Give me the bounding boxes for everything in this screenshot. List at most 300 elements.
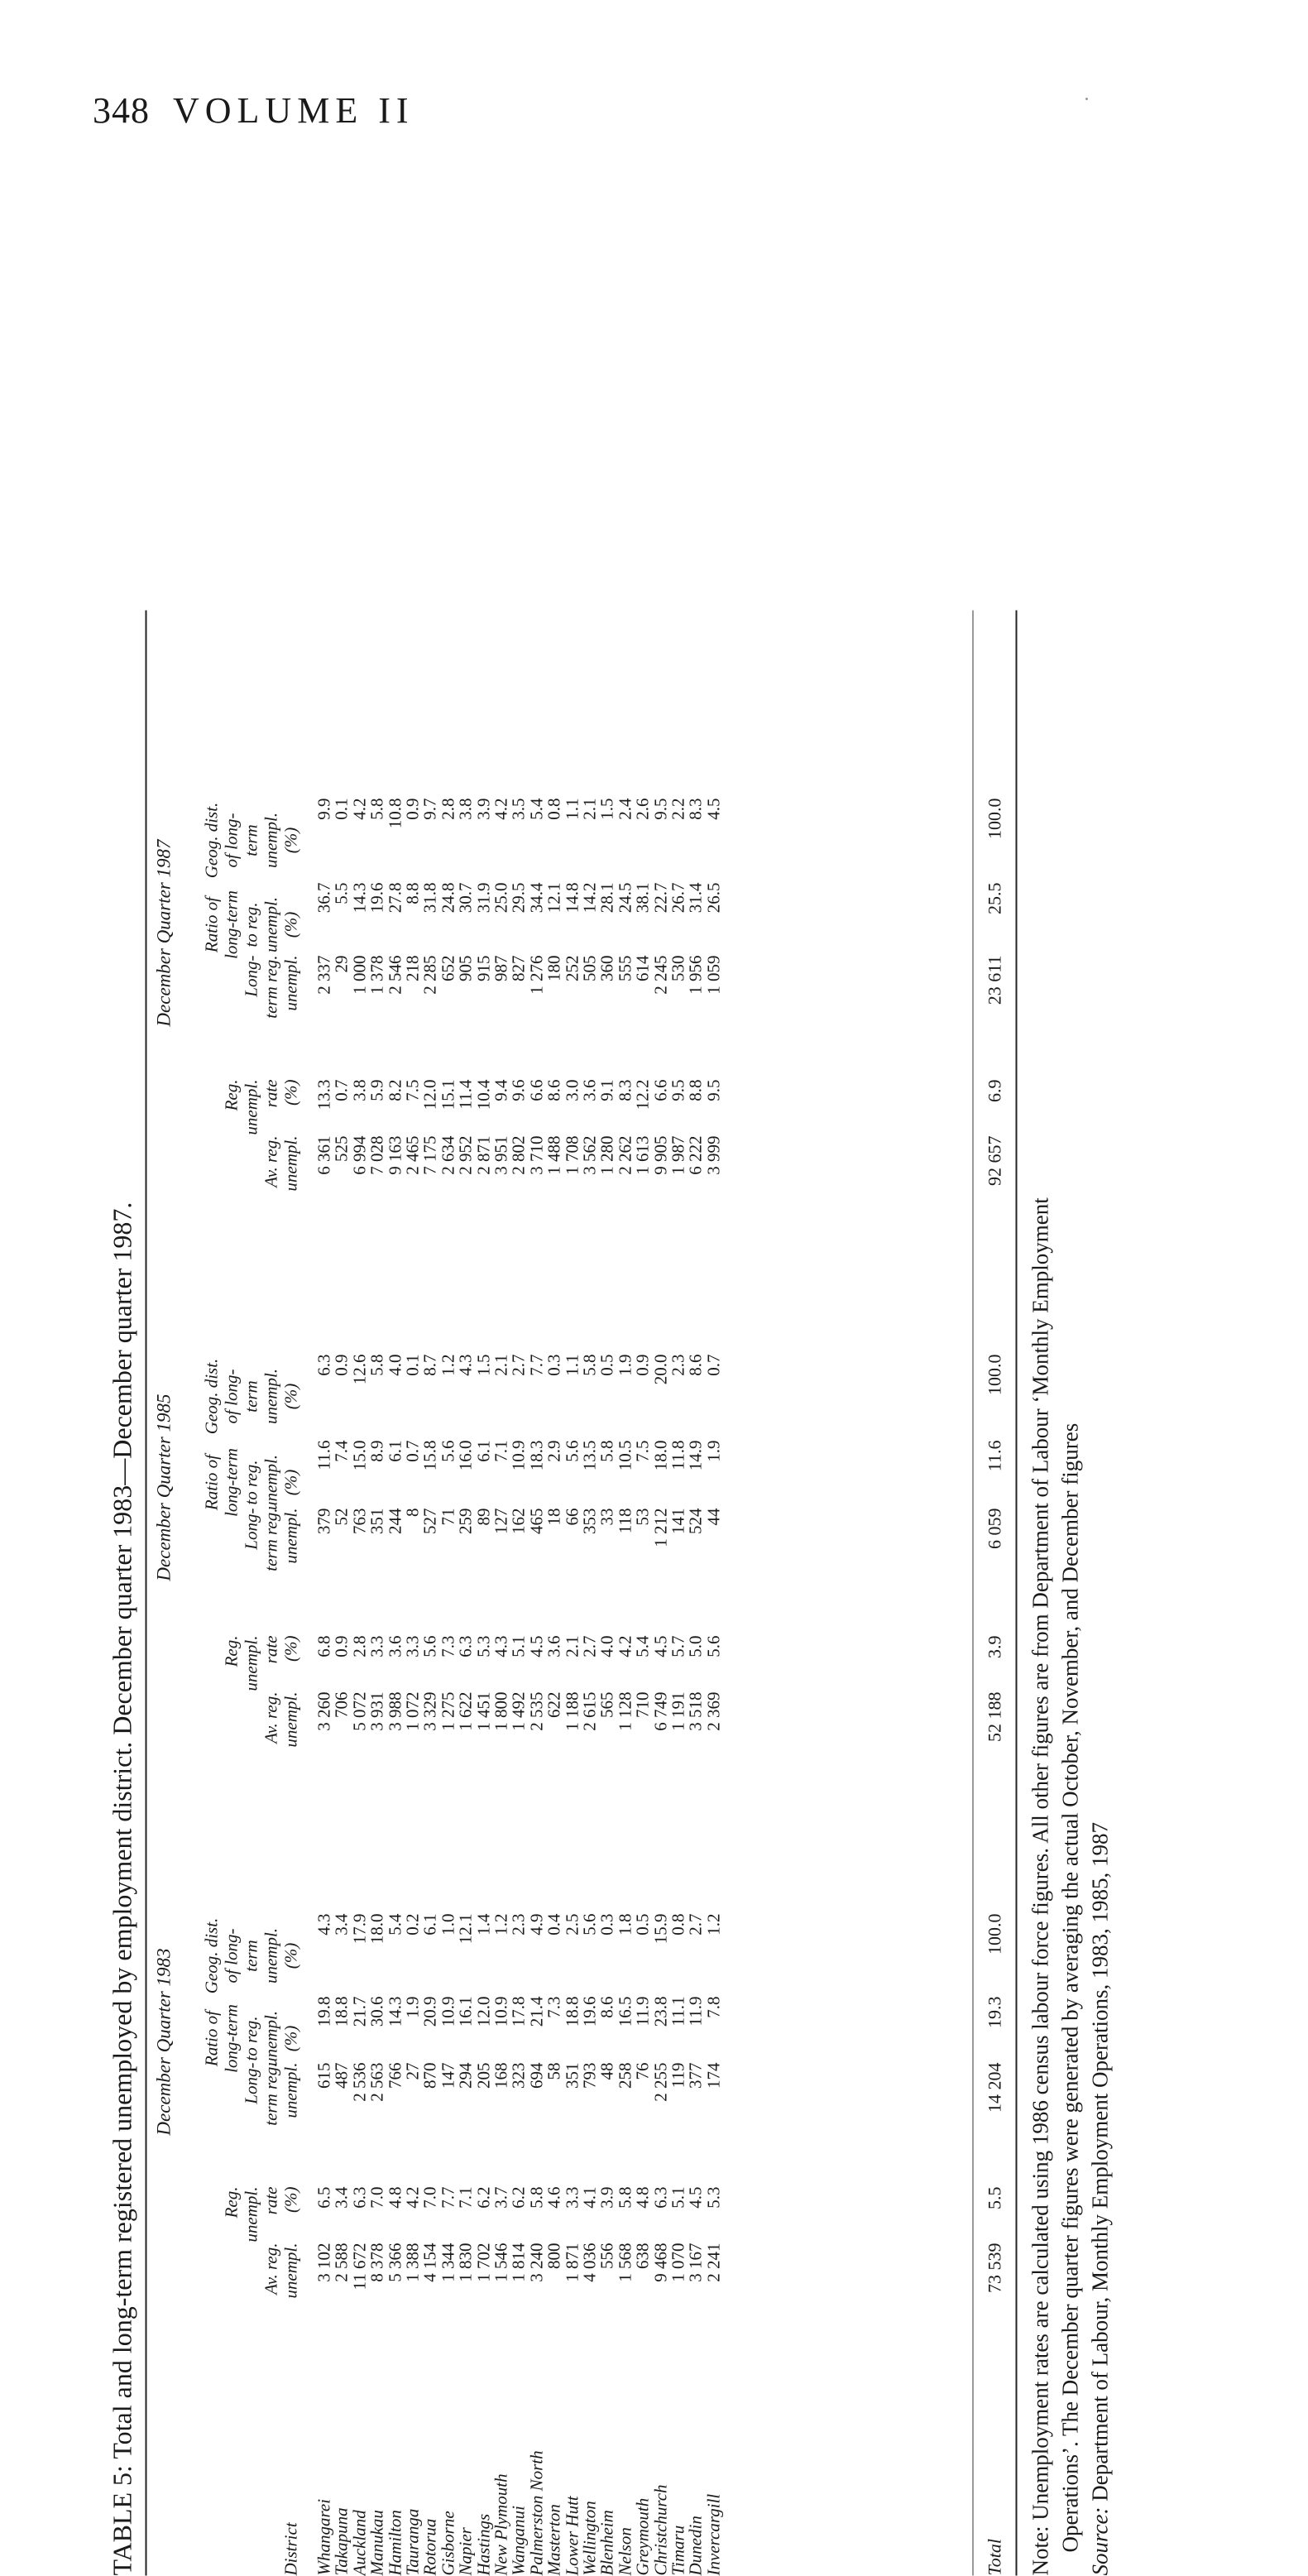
reg-rate-y85-cell: 4.2: [615, 1635, 635, 1657]
table-row: [563, 611, 581, 2576]
long-term-y83-cell: 258: [615, 2062, 635, 2089]
ratio-y85-cell: 10.5: [615, 1440, 635, 1471]
reg-rate-y87-cell: 10.4: [473, 1079, 494, 1111]
geog-y87-cell: 0.9: [402, 798, 423, 820]
geog-y85-cell: 100.0: [984, 1354, 1005, 1395]
ratio-y83-cell: 23.8: [650, 1996, 671, 2027]
long-term-y87-cell: 180: [544, 955, 564, 981]
geog-y83-cell: 1.4: [473, 1913, 494, 1936]
reg-rate-y85-cell: 4.5: [650, 1635, 671, 1657]
ratio-y87-cell: 26.7: [668, 882, 688, 914]
ratio-y83-cell: 16.1: [455, 1996, 476, 2027]
av-reg-y85-cell: 5 072: [349, 1691, 370, 1731]
column-header-label: Geog. dist. of long- term unempl. (%): [201, 1358, 301, 1435]
long-term-y87-cell: 1 378: [367, 955, 387, 995]
ratio-y83-cell: 11.9: [632, 1996, 653, 2027]
ratio-y85-cell: 11.8: [668, 1440, 688, 1470]
reg-rate-y85-cell: 3.3: [367, 1635, 387, 1657]
ratio-y83-cell: 19.8: [314, 1996, 334, 2027]
ratio-y85-cell: 11.6: [984, 1440, 1005, 1472]
district-name: Dunedin: [685, 2516, 706, 2576]
total-row: [981, 611, 1009, 2576]
ratio-y87-cell: 26.5: [703, 882, 724, 914]
reg-rate-y87-cell: 8.2: [385, 1079, 405, 1101]
ratio-y85-cell: 15.8: [419, 1440, 440, 1471]
reg-rate-y83-cell: 7.7: [438, 2186, 458, 2209]
ratio-y85-cell: 7.5: [632, 1440, 653, 1462]
av-reg-y83-cell: 1 830: [455, 2243, 476, 2282]
geog-y83-cell: 6.1: [419, 1913, 440, 1936]
long-term-y85-cell: 118: [615, 1508, 635, 1534]
av-reg-y83-cell: 1 871: [562, 2243, 582, 2282]
geog-y87-cell: 2.8: [438, 798, 458, 820]
long-term-y85-cell: 18: [544, 1508, 564, 1526]
geog-y83-cell: 1.0: [438, 1913, 458, 1936]
geog-y85-cell: 0.5: [597, 1354, 617, 1376]
geog-y85-cell: 8.6: [685, 1354, 706, 1376]
ratio-y87-cell: 29.5: [508, 882, 529, 914]
long-term-y87-cell: 614: [632, 955, 653, 981]
av-reg-y85-cell: 3 988: [385, 1691, 405, 1731]
reg-rate-y85-cell: 3.6: [544, 1635, 564, 1657]
reg-rate-y87-cell: 6.6: [650, 1079, 671, 1101]
geog-y85-cell: 0.9: [331, 1354, 352, 1376]
ratio-y83-cell: 18.8: [331, 1996, 352, 2027]
table-row: [333, 611, 351, 2576]
av-reg-y85-cell: 565: [597, 1691, 617, 1718]
geog-y87-cell: 5.8: [367, 798, 387, 820]
geog-y83-cell: 5.4: [385, 1913, 405, 1936]
geog-y85-cell: 1.5: [473, 1354, 494, 1376]
long-term-y83-cell: 76: [632, 2062, 653, 2080]
column-header-reg-rate-y87: [180, 1080, 301, 1159]
reg-rate-y87-cell: 9.6: [508, 1079, 529, 1101]
volume-title: VOLUME II: [173, 90, 414, 131]
reg-rate-y83-cell: 6.5: [314, 2186, 334, 2209]
geog-y85-cell: 4.3: [455, 1354, 476, 1376]
av-reg-y83-cell: 4 036: [579, 2243, 600, 2282]
column-header-district: [180, 2444, 301, 2576]
long-term-y85-cell: 465: [526, 1508, 547, 1534]
ratio-y85-cell: 18.3: [526, 1440, 547, 1471]
av-reg-y87-cell: 3 951: [491, 1135, 511, 1175]
long-term-y87-cell: 2 285: [419, 955, 440, 995]
av-reg-y87-cell: 1 613: [632, 1135, 653, 1175]
column-header-label: Long- term reg. unempl.: [241, 955, 301, 1019]
long-term-y87-cell: 2 337: [314, 955, 334, 995]
geog-y85-cell: 5.8: [367, 1354, 387, 1376]
reg-rate-y83-cell: 5.8: [526, 2186, 547, 2209]
ratio-y85-cell: 13.5: [579, 1440, 600, 1471]
ratio-y87-cell: 12.1: [544, 882, 564, 914]
reg-rate-y85-cell: 5.1: [508, 1635, 529, 1657]
geog-y85-cell: 2.3: [668, 1354, 688, 1376]
geog-y85-cell: 6.3: [314, 1354, 334, 1376]
table-row: [579, 611, 600, 2576]
av-reg-y85-cell: 3 260: [314, 1691, 334, 1731]
long-term-y87-cell: 2 546: [385, 955, 405, 995]
rotated-table-block: [108, 611, 1142, 2576]
table-row: [493, 611, 510, 2576]
long-term-y85-cell: 763: [349, 1508, 370, 1534]
column-header-label: Av. reg. unempl.: [261, 1691, 301, 1748]
long-term-y87-cell: 505: [579, 955, 600, 981]
long-term-y85-cell: 524: [685, 1508, 706, 1534]
geog-y87-cell: 9.7: [419, 798, 440, 820]
av-reg-y87-cell: 92 657: [984, 1135, 1005, 1186]
reg-rate-y85-cell: 2.8: [349, 1635, 370, 1657]
long-term-y83-cell: 2 563: [367, 2062, 387, 2102]
reg-rate-y85-cell: 6.8: [314, 1635, 334, 1657]
column-header-label: Av. reg. unempl.: [261, 2243, 301, 2299]
column-header-label: Long- term reg. unempl.: [241, 1508, 301, 1571]
long-term-y85-cell: 6 059: [984, 1508, 1005, 1549]
district-name: Greymouth: [632, 2497, 653, 2576]
av-reg-y83-cell: 1 702: [473, 2243, 494, 2282]
reg-rate-y85-cell: 4.0: [597, 1635, 617, 1657]
av-reg-y87-cell: 1 488: [544, 1135, 564, 1175]
av-reg-y85-cell: 3 518: [685, 1691, 706, 1731]
geog-y83-cell: 4.3: [314, 1913, 334, 1936]
geog-y87-cell: 4.2: [349, 798, 370, 820]
table-row: [599, 611, 616, 2576]
av-reg-y87-cell: 2 802: [508, 1135, 529, 1175]
long-term-y87-cell: 2 245: [650, 955, 671, 995]
reg-rate-y85-cell: 5.6: [703, 1635, 724, 1657]
long-term-y87-cell: 915: [473, 955, 494, 981]
period-header-1987: December Quarter 1987: [153, 839, 175, 1027]
geog-y83-cell: 1.2: [491, 1913, 511, 1936]
geog-y85-cell: 1.9: [615, 1354, 635, 1376]
av-reg-y83-cell: 73 539: [984, 2243, 1005, 2293]
av-reg-y85-cell: 1 275: [438, 1691, 458, 1731]
av-reg-y87-cell: 3 562: [579, 1135, 600, 1175]
reg-rate-y83-cell: 3.4: [331, 2186, 352, 2209]
district-name: Hastings: [473, 2513, 494, 2576]
total-rule: [973, 611, 974, 2576]
geog-y83-cell: 12.1: [455, 1913, 476, 1945]
reg-rate-y87-cell: 11.4: [455, 1079, 476, 1110]
geog-y87-cell: 8.3: [685, 798, 706, 820]
long-term-y83-cell: 27: [402, 2062, 423, 2080]
ratio-y85-cell: 10.9: [508, 1440, 529, 1471]
ratio-y87-cell: 38.1: [632, 882, 653, 914]
ratio-y87-cell: 14.8: [562, 882, 582, 914]
geog-y85-cell: 12.6: [349, 1354, 370, 1385]
reg-rate-y85-cell: 3.9: [984, 1635, 1005, 1658]
reg-rate-y83-cell: 3.3: [562, 2186, 582, 2209]
column-header-label: Geog. dist. of long- term unempl. (%): [201, 802, 301, 879]
long-term-y83-cell: 323: [508, 2062, 529, 2089]
table-row: [351, 611, 368, 2576]
geog-y87-cell: 4.2: [491, 798, 511, 820]
ratio-y83-cell: 19.6: [579, 1996, 600, 2027]
ratio-y85-cell: 0.7: [402, 1440, 423, 1462]
geog-y83-cell: 2.5: [562, 1913, 582, 1936]
long-term-y85-cell: 33: [597, 1508, 617, 1526]
table-row: [419, 611, 440, 2576]
av-reg-y87-cell: 1 987: [668, 1135, 688, 1175]
reg-rate-y85-cell: 2.1: [562, 1635, 582, 1657]
ratio-y83-cell: 17.8: [508, 1996, 529, 2027]
av-reg-y83-cell: 3 167: [685, 2243, 706, 2282]
geog-y85-cell: 1.2: [438, 1354, 458, 1376]
ratio-y85-cell: 6.1: [473, 1440, 494, 1462]
long-term-y83-cell: 58: [544, 2062, 564, 2080]
av-reg-y87-cell: 6 361: [314, 1135, 334, 1175]
reg-rate-y87-cell: 12.0: [419, 1079, 440, 1111]
av-reg-y85-cell: 710: [632, 1691, 653, 1718]
long-term-y85-cell: 353: [579, 1508, 600, 1534]
long-term-y85-cell: 89: [473, 1508, 494, 1526]
long-term-y85-cell: 162: [508, 1508, 529, 1534]
ratio-y85-cell: 16.0: [455, 1440, 476, 1471]
geog-y83-cell: 2.7: [685, 1913, 706, 1936]
column-header-geog-y83: [180, 1904, 301, 2008]
column-header-label: Geog. dist. of long- term unempl. (%): [201, 1917, 301, 1994]
ratio-y83-cell: 16.5: [615, 1996, 635, 2027]
av-reg-y85-cell: 1 191: [668, 1691, 688, 1731]
district-name: Rotorua: [419, 2518, 440, 2576]
ratio-y87-cell: 25.5: [984, 882, 1005, 914]
reg-rate-y83-cell: 5.5: [984, 2186, 1005, 2209]
column-header-label: Av. reg. unempl.: [261, 1135, 301, 1192]
ratio-y85-cell: 5.8: [597, 1440, 617, 1462]
reg-rate-y83-cell: 4.2: [402, 2186, 423, 2209]
geog-y87-cell: 2.2: [668, 798, 688, 820]
geog-y87-cell: 0.1: [331, 798, 352, 820]
av-reg-y87-cell: 2 952: [455, 1135, 476, 1175]
av-reg-y83-cell: 8 378: [367, 2243, 387, 2282]
district-name: Nelson: [615, 2527, 635, 2576]
ratio-y83-cell: 10.9: [438, 1996, 458, 2027]
district-name: Gisborne: [438, 2511, 458, 2576]
long-term-y85-cell: 244: [385, 1508, 405, 1534]
reg-rate-y87-cell: 12.2: [632, 1079, 653, 1111]
reg-rate-y87-cell: 8.3: [615, 1079, 635, 1101]
av-reg-y83-cell: 800: [544, 2243, 564, 2269]
reg-rate-y87-cell: 15.1: [438, 1079, 458, 1111]
av-reg-y85-cell: 1 072: [402, 1691, 423, 1731]
ratio-y87-cell: 5.5: [331, 882, 352, 904]
ratio-y83-cell: 7.3: [544, 1996, 564, 2018]
column-header-label: Ratio of long-term to reg. unempl. (%): [201, 2004, 301, 2073]
geog-y85-cell: 5.8: [579, 1354, 600, 1376]
long-term-y85-cell: 527: [419, 1508, 440, 1534]
geog-y85-cell: 0.1: [402, 1354, 423, 1376]
long-term-y85-cell: 351: [367, 1508, 387, 1534]
av-reg-y83-cell: 1 546: [491, 2243, 511, 2282]
long-term-y87-cell: 252: [562, 955, 582, 981]
long-term-y85-cell: 379: [314, 1508, 334, 1534]
geog-y87-cell: 0.8: [544, 798, 564, 820]
long-term-y83-cell: 294: [455, 2062, 476, 2089]
reg-rate-y85-cell: 4.5: [526, 1635, 547, 1657]
ratio-y87-cell: 30.7: [455, 882, 476, 914]
av-reg-y85-cell: 1 492: [508, 1691, 529, 1731]
stray-mark: [1085, 98, 1088, 100]
reg-rate-y83-cell: 3.9: [597, 2186, 617, 2209]
ratio-y83-cell: 8.6: [597, 1996, 617, 2018]
table-row: [510, 611, 528, 2576]
geog-y87-cell: 2.1: [579, 798, 600, 820]
table-row: [316, 611, 333, 2576]
geog-y85-cell: 1.1: [562, 1354, 582, 1376]
long-term-y85-cell: 44: [703, 1508, 724, 1526]
district-name: Invercargill: [703, 2493, 724, 2576]
geog-y83-cell: 0.5: [632, 1913, 653, 1936]
district-name: Masterton: [544, 2504, 564, 2576]
reg-rate-y87-cell: 8.6: [544, 1079, 564, 1101]
reg-rate-y87-cell: 9.1: [597, 1079, 617, 1101]
ratio-y83-cell: 7.8: [703, 1996, 724, 2018]
long-term-y87-cell: 23 611: [984, 955, 1005, 1005]
reg-rate-y83-cell: 5.3: [703, 2186, 724, 2209]
district-name: Auckland: [349, 2510, 370, 2576]
reg-rate-y87-cell: 13.3: [314, 1079, 334, 1111]
source-text: Department of Labour, Monthly Employment Operations, 1983, 1985, 1987: [1087, 1821, 1113, 2507]
long-term-y83-cell: 174: [703, 2062, 724, 2089]
ratio-y83-cell: 11.1: [668, 1996, 688, 2027]
geog-y87-cell: 4.5: [703, 798, 724, 820]
geog-y83-cell: 2.3: [508, 1913, 529, 1936]
long-term-y85-cell: 8: [402, 1508, 423, 1517]
long-term-y83-cell: 2 255: [650, 2062, 671, 2102]
reg-rate-y87-cell: 9.4: [491, 1079, 511, 1101]
reg-rate-y87-cell: 0.7: [331, 1079, 352, 1101]
av-reg-y85-cell: 1 128: [615, 1691, 635, 1731]
ratio-y83-cell: 19.3: [984, 1996, 1005, 2028]
long-term-y87-cell: 530: [668, 955, 688, 981]
geog-y83-cell: 1.2: [703, 1913, 724, 1936]
av-reg-y83-cell: 3 102: [314, 2243, 334, 2282]
long-term-y85-cell: 66: [562, 1508, 582, 1526]
long-term-y83-cell: 694: [526, 2062, 547, 2089]
district-name: New Plymouth: [491, 2473, 511, 2576]
av-reg-y87-cell: 3 710: [526, 1135, 547, 1175]
av-reg-y87-cell: 525: [331, 1135, 352, 1162]
ratio-y87-cell: 24.8: [438, 882, 458, 914]
av-reg-y87-cell: 1 280: [597, 1135, 617, 1175]
ratio-y87-cell: 27.8: [385, 882, 405, 914]
reg-rate-y83-cell: 4.6: [544, 2186, 564, 2209]
geog-y83-cell: 3.4: [331, 1913, 352, 1936]
ratio-y85-cell: 2.9: [544, 1440, 564, 1462]
av-reg-y83-cell: 2 588: [331, 2243, 352, 2282]
column-header-district-label: District: [280, 2522, 301, 2576]
table-row: [705, 611, 722, 2576]
reg-rate-y85-cell: 0.9: [331, 1635, 352, 1657]
reg-rate-y87-cell: 3.6: [579, 1079, 600, 1101]
reg-rate-y87-cell: 7.5: [402, 1079, 423, 1101]
page-number: 348: [93, 90, 150, 131]
long-term-y87-cell: 1 956: [685, 955, 706, 995]
long-term-y83-cell: 119: [668, 2062, 688, 2089]
column-header-label: Reg. unempl. rate (%): [221, 2186, 301, 2243]
long-term-y85-cell: 127: [491, 1508, 511, 1534]
reg-rate-y87-cell: 6.9: [984, 1079, 1005, 1102]
av-reg-y85-cell: 1 188: [562, 1691, 582, 1731]
district-name: Lower Hutt: [562, 2496, 582, 2576]
ratio-y83-cell: 21.4: [526, 1996, 547, 2027]
geog-y85-cell: 8.7: [419, 1354, 440, 1376]
source-label: Source:: [1087, 2506, 1113, 2576]
av-reg-y87-cell: 2 262: [615, 1135, 635, 1175]
ratio-y87-cell: 14.2: [579, 882, 600, 914]
ratio-y87-cell: 25.0: [491, 882, 511, 914]
av-reg-y85-cell: 6 749: [650, 1691, 671, 1731]
reg-rate-y83-cell: 6.3: [349, 2186, 370, 2209]
ratio-y83-cell: 10.9: [491, 1996, 511, 2027]
reg-rate-y83-cell: 4.8: [385, 2186, 405, 2209]
long-term-y87-cell: 360: [597, 955, 617, 981]
reg-rate-y87-cell: 8.8: [685, 1079, 706, 1101]
ratio-y87-cell: 19.6: [367, 882, 387, 914]
table-top-rule: [146, 611, 147, 2576]
geog-y83-cell: 15.9: [650, 1913, 671, 1945]
long-term-y83-cell: 2 536: [349, 2062, 370, 2102]
ratio-y85-cell: 7.4: [331, 1440, 352, 1462]
av-reg-y85-cell: 622: [544, 1691, 564, 1718]
av-reg-y83-cell: 1 388: [402, 2243, 423, 2282]
ratio-y87-cell: 34.4: [526, 882, 547, 914]
geog-y87-cell: 3.8: [455, 798, 476, 820]
av-reg-y87-cell: 2 871: [473, 1135, 494, 1175]
reg-rate-y85-cell: 5.6: [419, 1635, 440, 1657]
ratio-y85-cell: 5.6: [438, 1440, 458, 1462]
column-header-label: Ratio of long-term to reg. unempl. (%): [201, 890, 301, 959]
av-reg-y83-cell: 1 568: [615, 2243, 635, 2282]
av-reg-y87-cell: 9 163: [385, 1135, 405, 1175]
geog-y83-cell: 0.8: [668, 1913, 688, 1936]
district-name: Whangarei: [314, 2498, 334, 2576]
long-term-y83-cell: 205: [473, 2062, 494, 2089]
ratio-y83-cell: 18.8: [562, 1996, 582, 2027]
long-term-y87-cell: 1 059: [703, 955, 724, 995]
district-name: Total: [984, 2539, 1005, 2576]
reg-rate-y85-cell: 6.3: [455, 1635, 476, 1657]
reg-rate-y83-cell: 6.3: [650, 2186, 671, 2209]
table-row: [685, 611, 706, 2576]
geog-y85-cell: 0.3: [544, 1354, 564, 1376]
long-term-y83-cell: 377: [685, 2062, 706, 2089]
column-header-label: Long- term reg. unempl.: [241, 2062, 301, 2126]
av-reg-y83-cell: 1 344: [438, 2243, 458, 2282]
av-reg-y85-cell: 3 931: [367, 1691, 387, 1731]
table-row: [632, 611, 653, 2576]
reg-rate-y85-cell: 2.7: [579, 1635, 600, 1657]
district-name: Napier: [455, 2527, 476, 2576]
geog-y83-cell: 18.0: [367, 1913, 387, 1945]
reg-rate-y83-cell: 6.2: [473, 2186, 494, 2209]
long-term-y87-cell: 1 000: [349, 955, 370, 995]
table-caption: TABLE 5: Total and long-term registered unemployed by employment district. December quarter 1983—December quarter 1987.: [107, 1202, 137, 2576]
long-term-y85-cell: 259: [455, 1508, 476, 1534]
av-reg-y83-cell: 3 240: [526, 2243, 547, 2282]
district-name: Christchurch: [650, 2484, 671, 2576]
long-term-y83-cell: 168: [491, 2062, 511, 2089]
reg-rate-y87-cell: 3.8: [349, 1079, 370, 1101]
long-term-y83-cell: 14 204: [984, 2062, 1005, 2113]
ratio-y85-cell: 7.1: [491, 1440, 511, 1462]
ratio-y83-cell: 30.6: [367, 1996, 387, 2027]
ratio-y87-cell: 31.4: [685, 882, 706, 914]
long-term-y87-cell: 218: [402, 955, 423, 981]
geog-y87-cell: 100.0: [984, 798, 1005, 839]
ratio-y87-cell: 28.1: [597, 882, 617, 914]
long-term-y87-cell: 987: [491, 955, 511, 981]
district-name: Timaru: [668, 2525, 688, 2576]
